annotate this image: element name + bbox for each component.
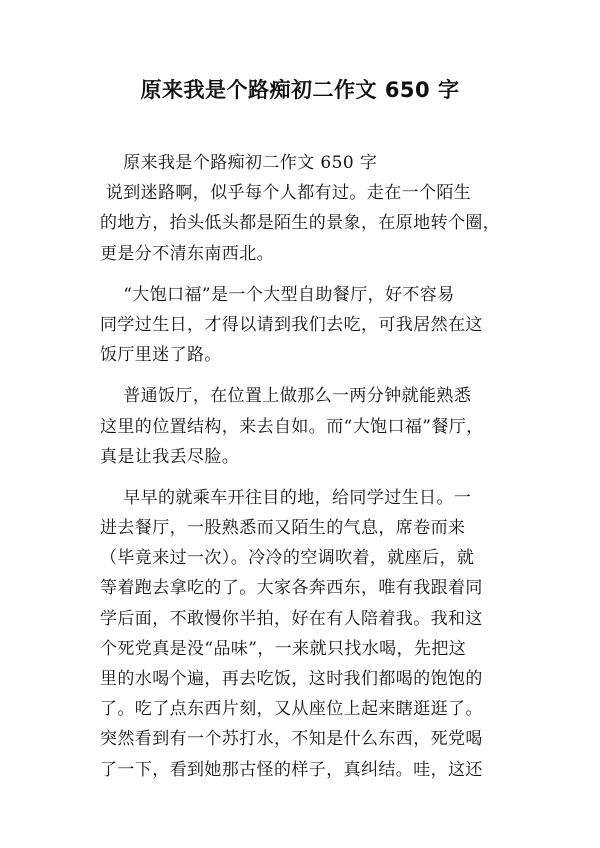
text-line: 了。吃了点东西片刻，又从座位上起来瞎逛逛了。 bbox=[100, 699, 483, 720]
text-line: 普通饭厅，在位置上做那么一两分钟就能熟悉 bbox=[100, 386, 472, 407]
text-line: “大饱口福”是一个大型自助餐厅，好不容易 bbox=[100, 284, 455, 305]
text-line: 的地方，抬头低头都是陌生的景象，在原地转个圈， bbox=[100, 213, 501, 234]
text-line: 了一下，看到她那古怪的样子，真纠结。哇，这还 bbox=[100, 759, 483, 780]
document-body bbox=[100, 148, 510, 785]
text-line: 同学过生日，才得以请到我们去吃，可我居然在这 bbox=[100, 314, 483, 335]
text-line: 原来我是个路痴初二作文 650 字 bbox=[100, 153, 378, 173]
text-line: 饭厅里迷了路。 bbox=[100, 345, 222, 366]
text-line: 真是让我丢尽脸。 bbox=[100, 446, 240, 467]
paragraph-gap bbox=[100, 472, 510, 483]
text-line: 突然看到有一个苏打水，不知是什么东西，死党喝 bbox=[100, 729, 483, 750]
text-line: 等着跑去拿吃的了。大家各奔西东，唯有我跟着同 bbox=[100, 578, 483, 599]
text-line: 里的水喝个遍，再去吃饭，这时我们都喝的饱饱的 bbox=[100, 669, 483, 689]
document-title: 原来我是个路痴初二作文 650 字 bbox=[140, 78, 460, 102]
text-line: 早早的就乘车开往目的地，给同学过生日。一 bbox=[100, 487, 472, 508]
text-line: 个死党真是没“品味”，一来就只找水喝，先把这 bbox=[100, 638, 467, 659]
text-line: 说到迷路啊，似乎每个人都有过。走在一个陌生 bbox=[100, 183, 472, 204]
text-line: 进去餐厅，一股熟悉而又陌生的气息，席卷而来 bbox=[100, 518, 466, 539]
text-line: 这里的位置结构，来去自如。而“大饱口福”餐厅， bbox=[100, 416, 484, 437]
text-line: （毕竟来过一次）。冷冷的空调吹着，就座后，就 bbox=[100, 548, 475, 569]
text-line: 更是分不清东南西北。 bbox=[100, 243, 274, 264]
paragraph-gap bbox=[100, 370, 510, 381]
text-line: 学后面，不敢慢你半拍，好在有人陪着我。我和这 bbox=[100, 608, 483, 629]
paragraph-gap bbox=[100, 269, 510, 280]
